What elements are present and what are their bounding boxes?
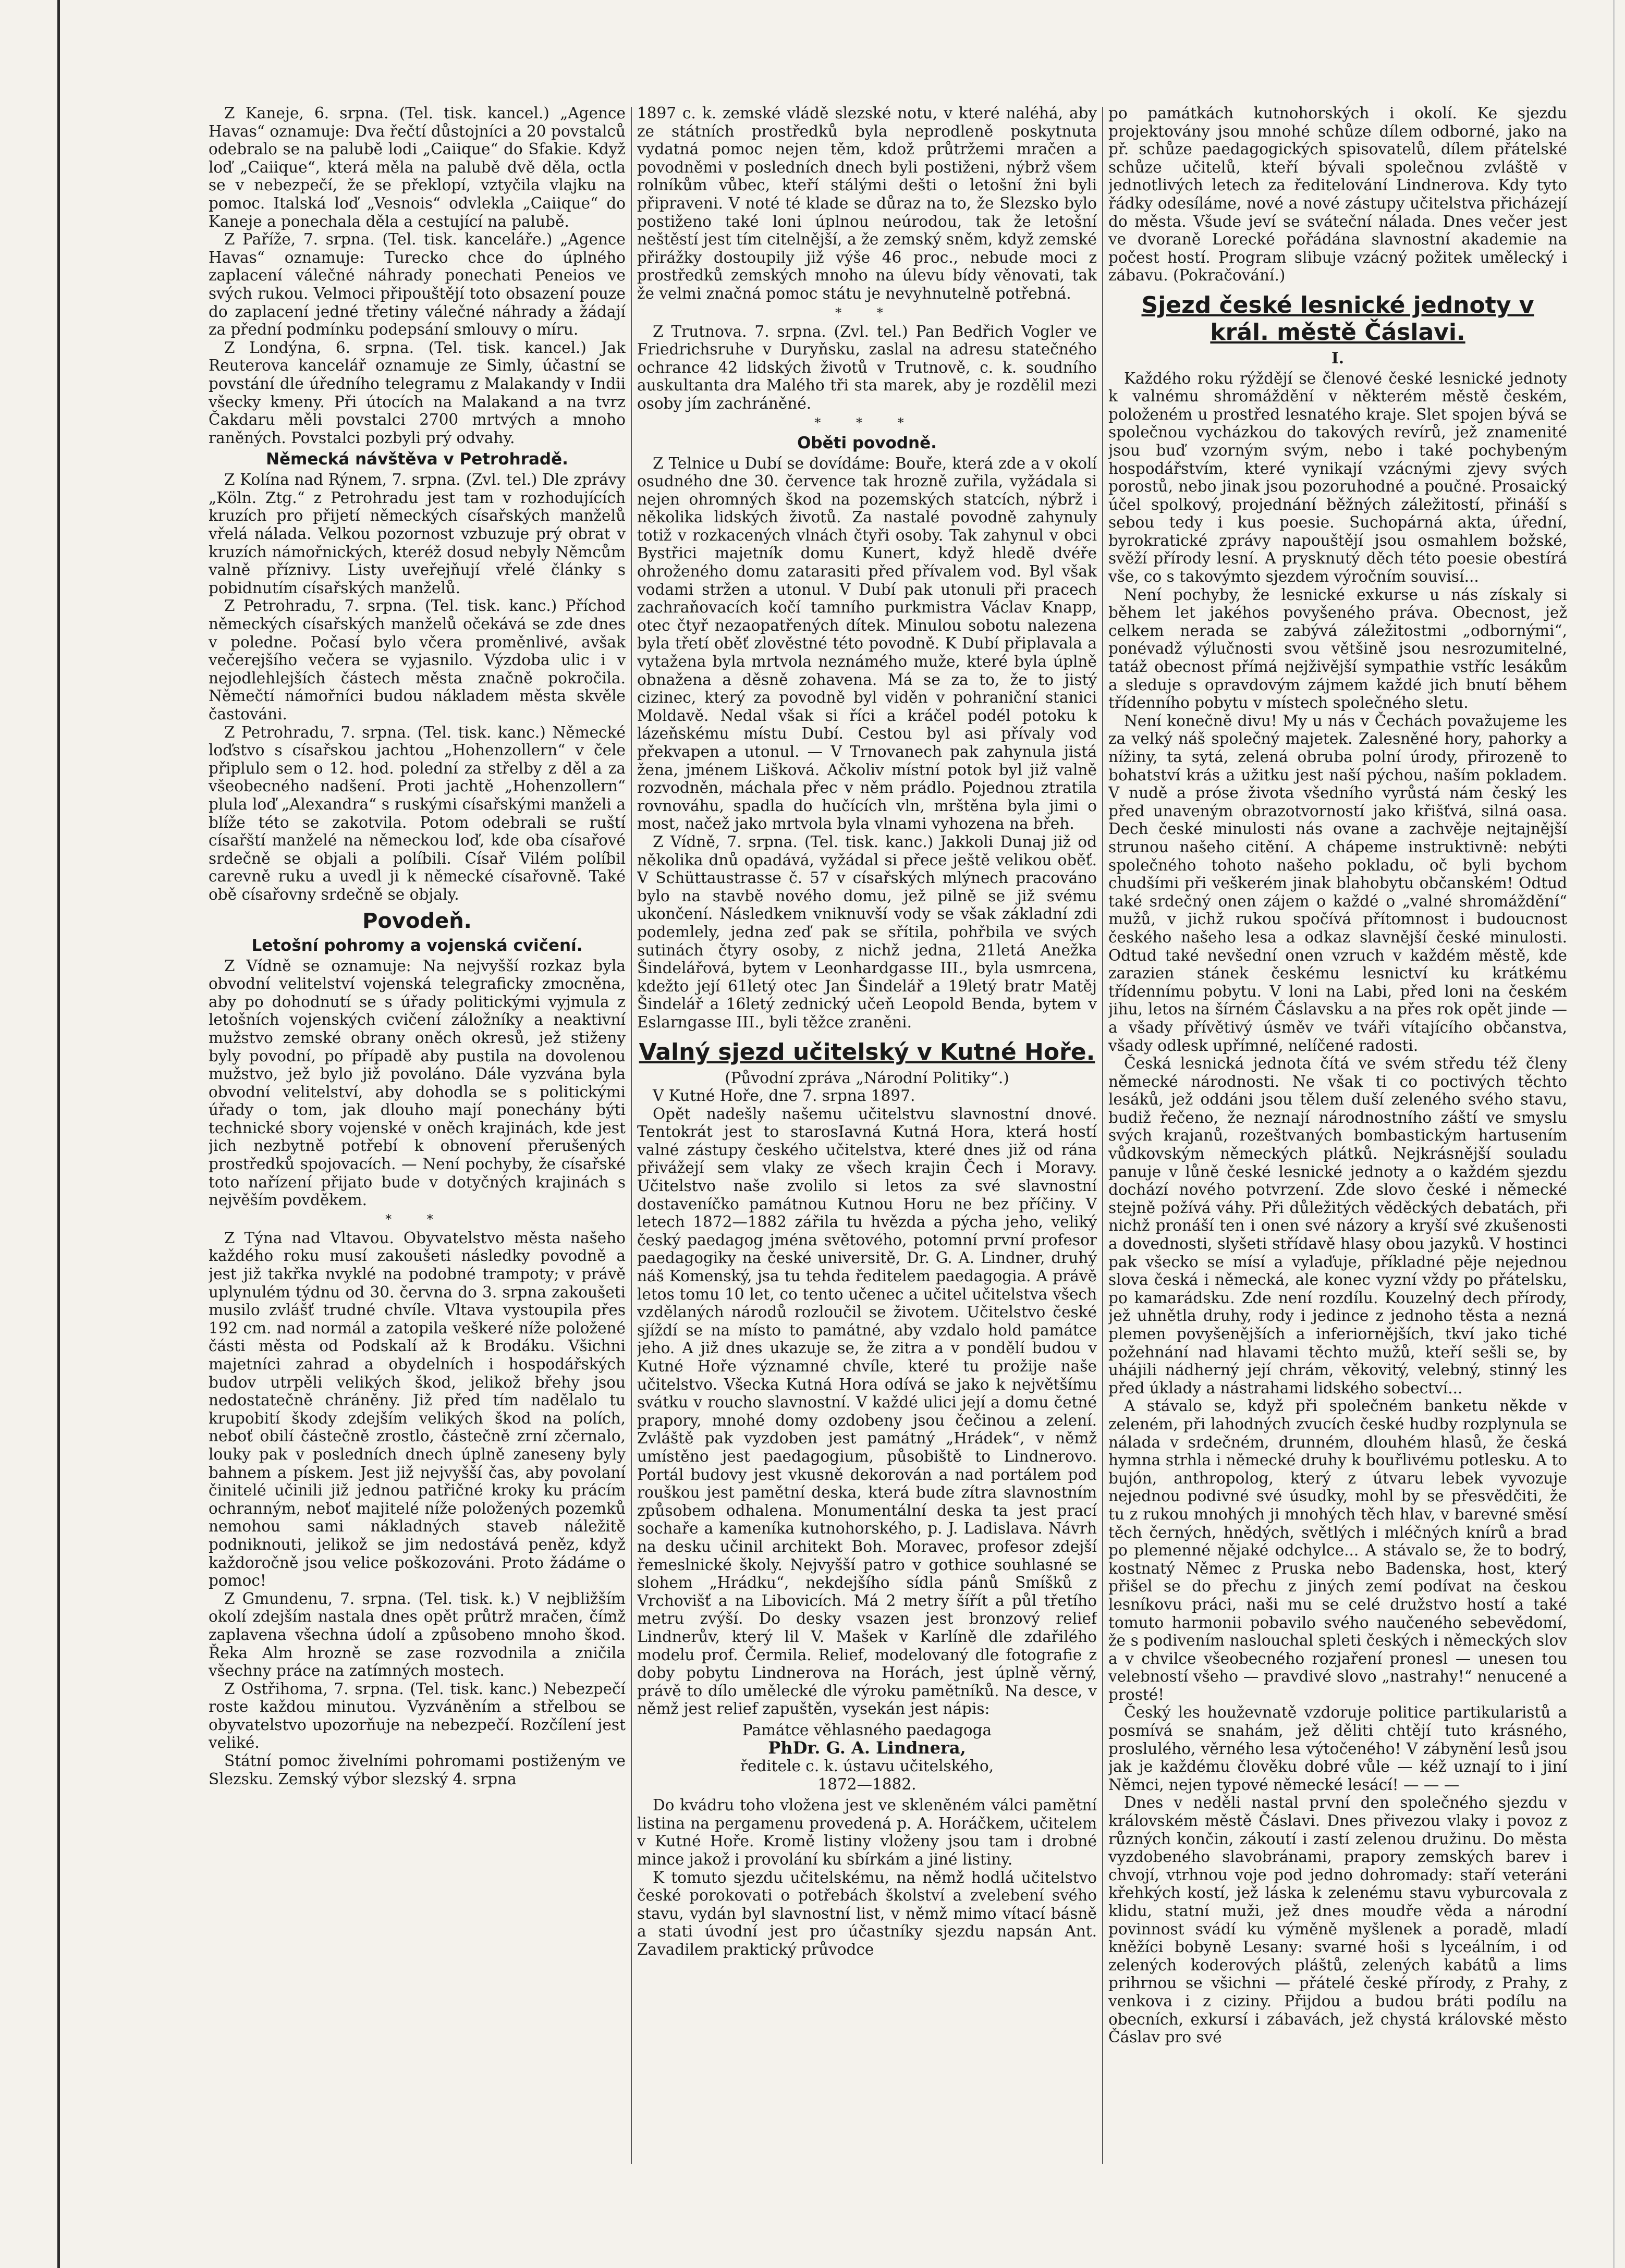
news-item-koln: Z Kolína nad Rýnem, 7. srpna. (Zvl. tel.) Dle zprávy „Köln. Ztg.“ z Petrohradu jest tam v rozhodujících kruzích pro přijetí německých císařských manželů vřelá nálada. Velkou pozornost vzbuzuje prý obrat v kruzích námořnických, kteréž dosud nebyly Němcům valně příznivy. Listy uveřejňují vřelé články s pobidnutím císařských manželů. — [209, 471, 626, 597]
article-title-teachers-congress: Valný sjezd učitelský v Kutné Hoře. — [639, 1038, 1095, 1065]
article-paragraph-cont: po památkách kutnohorských i okolí. Ke sjezdu projektovány jsou mnohé schůze dílem odborné, jako na př. schůze paedagogických spisovatelů, dílem přátelské schůze učitelů, kteří bývali společnou zvláště v jednotlivých letech za ředitelování Lindnerova. Kdy tyto řádky odesíláme, nové a nové zástupy učitelstva přicházejí do města. Všude jeví se sváteční nálada. Dnes večer jest ve dvoraně Lorecké pořádána slavnostní akademie na počest hostí. Program slibuje vzácný požitek umělecký i zábavu. (Pokračování.) — [1108, 104, 1567, 285]
separator-stars: * * — [385, 1211, 449, 1227]
part-number: I. — [1331, 348, 1345, 367]
plaque-inscription — [637, 1721, 1097, 1793]
section-heading-german-visit: Německá návštěva v Petrohradě. — [266, 450, 568, 469]
news-item-state-aid-cont: 1897 c. k. zemské vládě slezské notu, v které naléhá, aby ze státních prostředků byla neprodleně poskytnuta vydatná pomoc nejen těm, kdož průtržemi mračen a povodněmi v posledních dnech byli postiženi, nýbrž všem rolníkům vůbec, kteří stálými dešti o letošní žni byli připraveni. V noté té klade se důraz na to, že Slezsko bylo postiženo také loni úplnou neúrodou, tak že letošní neštěstí jest tím citelnější, a že zemský sněm, když zemské přirážky dostoupily již výše 46 proc., nebude moci z prostředků zemských mnoho na úlevu bídy věnovati, tak že velmi značná pomoc státu je nevyhnutelně potřebná. — [637, 104, 1097, 302]
news-item-parize: Z Paříže, 7. srpna. (Tel. tisk. kanceláře.) „Agence Havas“ oznamuje: Turecko chce do úplného zaplacení válečné náhrady ponechati Peneios ve svých rukou. Velmoci připouštějí toto obsazení pouze do zaplacení jedné třetiny válečné náhrady a žádají za přední podmínku podepsání smlouvy o míru. — [209, 230, 626, 339]
article-paragraph: Není konečně divu! My u nás v Čechách považujeme les za velký náš společný majetek. Zalesněné hory, pahorky a nížiny, ta sytá, zelená obruba polní úrody, přirozeně to bohatství krás a užitku jest naší pýchou, naším pokladem. V nudě a próse života všedního vyrůstá nám český les před unaveným obrazotvorností jako křišťvá, silná oasa. Dech české minulosti nás ovane a zachvěje nejtajnější strunou našeho citění. A chápeme instruktivně: nebýti společného tohoto našeho pokladu, oč byli bychom chudšími při veškerém jinak blahobytu občanském! Odtud také srdečný onen zájem o každé o „valné shromáždění“ mužů, v jichž rukou spočívá přítomnost i budoucnost českého našeho lesa a odkaz slavnější české minulosti. Odtud také nevšední onen vzruch v každém městě, kde zarazien stánek českému lesnictví ku krátkému třídennímu pobytu. V loni na Labi, před loni na českém jihu, letos na šírném Čáslavsku a na přes rok opět jinde — a všady přívětivý úsměv ve tváři vítajícího občanstva, všady odlesk upřímné, nelíčené radosti. — [1108, 712, 1567, 1055]
article-paragraph: Český les houževnatě vzdoruje politice partikularistů a posmívá se snahám, jež děliti chtějí tuto krásného, proslulého, věrného lesa výtočeného! V zábynění lesů jsou jak je každému člověku dobré vůle — kéž uznají to i jiní Němci, nejen typové německé lesácí! — — — — [1108, 1703, 1567, 1794]
article-paragraph: Každého roku rýždějí se členové české lesnické jednoty k valnému shromáždění v některém městě českém, položeném u prostřed lesnatého kraje. Slet spojen bývá se společnou vycházkou do takových revírů, jež znamenité jsou buď vzorným svým, nebo i také pochybeným hospodářstvím, které vynikají vzácnými zjevy svých porostů, nebo jinak jsou pozoruhodné a poučné. Prosaický účel spolkový, projednání běžných záležitostí, přináší s sebou tedy i kus poesie. Suchopárná akta, úřední, byrokratické zprávy napouštějí jsou osmahlem božské, svěží přírody lesní. A prysknutý děch této poesie obestírá vše, co s takovýmto sjezdem výročním souvisí... — [1108, 369, 1567, 586]
news-item-kaneje: Z Kaneje, 6. srpna. (Tel. tisk. kancel.) „Agence Havas“ oznamuje: Dva řečtí důstojníci a 20 povstalců odebralo se na palubě lodi „Caiique“ do Sfakie. Když loď „Caiique“, která měla na palubě dvě děla, octla se v nebezpečí, že se překlopí, vztyčila vlajku na pomoc. Italská loď „Vesnois“ odvlekla „Caiique“ do Kaneje a ponechala děla a cestující na palubě. — [209, 104, 626, 230]
news-item-trutnov: Z Trutnova. 7. srpna. (Zvl. tel.) Pan Bedřich Vogler ve Friedrichsruhe v Duryňsku, zaslal na adresu statečného ochrance 42 lidských životů v Trutnově, c. k. soudního auskultanta dra Malého tři sta marek, aby je rozdělil mezi osoby jím zachráněné. — [637, 322, 1097, 412]
separator-stars: * * — [835, 305, 899, 320]
column-1 — [209, 104, 626, 2190]
news-item-petrohrad-1: Z Petrohradu, 7. srpna. (Tel. tisk. kanc.) Příchod německých císařských manželů očekává se zde dnes v poledne. Počasí bylo včera proměnlivé, avšak večerejšího večera se vyjasnilo. Výzdoba ulic i v nejodlehlejších částech města značně pokročila. Němečtí námořníci budou nákladem města skvěle častováni. — [209, 597, 626, 723]
article-paragraph: K tomuto sjezdu učitelskému, na němž hodlá učitelstvo české porokovati o potřebách školství a zvelebení svého stavu, vydán byl slavnostní list, v němž mimo vítací básně a stati úvodní jest pro účastníky sjezdu napsán Ant. Zavadilem praktický průvodce — [637, 1868, 1097, 1958]
article-paragraph: A stávalo se, když při společném banketu někde v zeleném, při lahodných zvucích české hudby rozplynula se nálada v srdečném, drunném, dlouhém hlasů, že česká hymna strhla i německé druhy k bouřlivému potlesku. A to bujón, anthropolog, který z útvaru lebek vyvozuje nejednou podivné své úsudky, mohl by se přesvědčiti, že tu z rukou mnohých ji mnohých těch hlav, v barevné směsí těch černých, hnědých, světlých i mléčných knírů a brad po plemenné nějaké odchylce... A stávalo se, že to bodrý, kostnatý Němec z Pruska nebo Badenska, host, který přišel se do přechu z jiných zemí podívat na českou lesníkovu práci, naši mu se celé družstvo hostí a také tomuto harmonii pobavilo svého naučeného sebevědomí, že s podivením naslouchal spleti českých i německých slov a v chvilce všeobecného rozjaření pronesl — unesen tou velebností všeho — pravdivé slovo „nastrahy!“ nenucené a prosté! — [1108, 1397, 1567, 1703]
column-2 — [637, 104, 1097, 2190]
news-item-londyna: Z Londýna, 6. srpna. (Tel. tisk. kancel.) Jak Reuterova kancelář oznamuje ze Simly, účastní se povstání dle úředního telegramu z Malakandy v Indii všecky kmeny. Při útocích na Malakand a na tvrz Čakdaru měli povstalci 2700 mrtvých a mnoho raněných. Povstalci pozbyli prý odvahy. — [209, 338, 626, 447]
column-3 — [1108, 104, 1567, 2190]
article-dateline: V Kutné Hoře, dne 7. srpna 1897. — [653, 1087, 915, 1105]
news-item-state-aid: Státní pomoc živelními pohromami postiženým ve Slezsku. Zemský výbor slezský 4. srpna — [209, 1752, 626, 1788]
news-item-gmunden: Z Gmundenu, 7. srpna. (Tel. tisk. k.) V nejbližším okolí zdejším nastala dnes opět průtrž mračen, čímž zaplavena všechna údolí a způsobeno mnoho škod. Řeka Alm hrozně se zase rozvodnila a zničila všechny práce na zatímných mostech. — [209, 1589, 626, 1680]
news-item-tyn: Z Týna nad Vltavou. Obyvatelstvo města našeho každého roku musí zakoušeti následky povodně a jest již takřka nvyklé na podobné trampoty; v právě uplynulém týdnu od 30. června do 3. srpna zakoušeti musilo zvlášť trudné chvíle. Vltava vystoupila přes 192 cm. nad normál a zatopila veškeré níže položené části města od Podskalí až k Brodáku. Všichni majetníci zahrad a obydelních i hospodářských budov utrpěli velikých škod, jelikož břehy jsou nedostatečně chráněny. Již před tím nadělalo tu krupobití škody zdejším velikých škod na polích, neboť obilí částečně zrostlo, částečně zrní zčernalo, louky pak v posledních dnech úplně zaneseny byly bahnem a pískem. Jest již nejvyšší čas, aby povolaní činitelé učinili již jednou patřičné kroky ku prácím ochranným, neboť majitelé níže položených pozemků nemohou sami nákladných staveb náležitě podniknouti, jelikož se jim nedostává peněz, když každoročně jsou velice poškozováni. Proto žádáme o pomoc! — [209, 1229, 626, 1590]
article-paragraph: Dnes v neděli nastal první den společného sjezdu v královském městě Čáslavi. Dnes přivezou vlaky i povoz z různých končin, zákoutí i zastí zelenou družinu. Do města vyzdobeného slavobránami, prapory zemských barev i chvojí, vtrhnou voje pod jedno dohromady: staří veteráni křehkých kostí, jež láska k zelenému stavu vyburcovala z klidu, statní muži, jež dnes moudře věda a národní povinnost svádí ku výměně myšlenek a poradě, mladí kněžíci bobyně Lesany: svarné hoši s lyceálním, i od zelených koderových pláštů, zelených kabátů a lims prihrnou se všichni — přátelé české přírody, z Prahy, z venkova i z ciziny. Přijdou a budou bráti podílu na obecních, exkursí i zábavách, jež chystá královské město Čáslav pro své — [1108, 1794, 1567, 2046]
plaque-line: ředitele c. k. ústavu učitelského, — [740, 1757, 994, 1775]
news-item-telnice: Z Telnice u Dubí se dovídáme: Bouře, která zde a v okolí osudného dne 30. července tak hrozně zuřila, vyžádala si nejen ohromných škod na pozemských statcích, nýbrž i několika lidských životů. Za nastalé povodně zahynuly totiž v rozkacených vlnách čtyři osoby. Tak zahynul v obci Bystřici majetník domu Kunert, když hledě dvéře ohroženého domu zatarasiti před přívalem vod. Byl však vodami stržen a utonul. V Dubí pak utonuli při pracech zachraňovacích kočí tamního purkmistra Václav Knapp, otec čtyř nezaopatřených dítek. Minulou sobotu nalezena byla třetí oběť zlověstné této povodně. K Dubí připlavala a vytažena byla mrtvola neznámého muže, které byla úplně obnažena a děsně zohavena. Má se za to, že to jistý cizinec, který za povodně byl viděn v pohraniční stanici Moldavě. Nedal však si říci a kráčel podél potoku k lázeňskému místu Dubí. Cestou byl asi přívaly vod překvapen a utonul. — V Trnovanech pak zahynula jistá žena, jménem Lišková. Ačkoliv místní potok byl již valně rozvodněn, máchala přec v něm prádlo. Pojednou ztratila rovnováhu, spadla do hučících vln, mrštěna byla jimi o most, načež jako mrtvola byla vlnami vyhozena na břeh. — [637, 454, 1097, 833]
article-paragraph: Opět nadešly našemu učitelstvu slavnostní dnové. Tentokrát jest to starosIavná Kutná Hora, která hostí valné zástupy českého učitelstva, které dnes již od rána přivážejí sem vlaky ze všech krajin Čech i Moravy. Učitelstvo naše zvolilo si letos za své slavnostní dostaveníčko památnou Kutnou Horu ne bez příčiny. V letech 1872—1882 zářila tu hvězda a pýcha jeho, veliký český paedagog jména světového, potomní první profesor paedagogiky na české universitě, Dr. G. A. Lindner, druhý náš Komenský, jsa tu tehda ředitelem paedagogia. A právě letos tomu 10 let, co tento učenec a učitel učitelstva všech vzdělaných národů rozloučil se životem. Učitelstvo české sjíždí se na místo to památné, aby vzdalo hold památce jeho. A již dnes ukazuje se, že zitra a v pondělí budou v Kutné Hoře významné chvíle, které tu prožije naše učitelstvo. Všecka Kutná Hora odívá se jako k největšímu svátku v roucho slavnostní. V každé ulici její a domu četné prapory, mnohé domy ozdobeny jsou čečinou a zelení. Zvláště pak vyzdoben jest památný „Hrádek“, v němž umístěno jest paedagogium, působiště to Lindnerovo. Portál budovy jest vkusně dekorován a nad portálem pod rouškou jest pamětní deska, která bude zítra slavnostním způsobem odhalena. Monumentální deska ta jest prací sochaře a kameníka kutnohorského, p. J. Ladislava. Návrh na desku učinil architekt Boh. Moravec, profesor zdejší řemeslnické školy. Nejvyšší patro v gothice souhlasné se slohem „Hrádku“, nekdejšího sídla pánů Smíšků z Vrchovišť a na Libovicích. Má 2 metry šířít a půl třetího metru zvýší. Do desky vsazen jest bronzový relief Lindnerův, který lil V. Mašek v Karlíně dle zdařilého modelu prof. Čermila. Relief, modelovaný dle fotografie z doby pobytu Lindnerova na Horách, jest úplně věrný, právě to dílo umělecké dle výroku pamětníků. Na desce, v němž jest relief zapuštěn, vysekán jest nápis: — [637, 1105, 1097, 1718]
article-paragraph: Česká lesnická jednota čítá ve svém středu též členy německé národnosti. Ne však ti co poctivých těchto lesáků, jež oddáni jsou tělem duší zeleného svého stavu, budiž řečeno, že neznají národnostního záští ve smyslu svých krajanů, rozeštvaných bombastickým hartusením vůdkovským německých plátků. Nejkrásnější souladu panuje v lůně české lesnické jednoty a o každém sjezdu dochází nového potvrzení. Zde slovo české i německé stejně požívá váhy. Při důležitých věděckých debatách, při nichž pronáší ten i onen své názory a kryší své zkušenosti a dovednosti, slyšeti střídavě hlasy obou jazyků. V hostinci pak všecko se mísí a vylaďuje, příkladné pěje nejednou slova česká i německá, ale konec vyzní vždy po přátelsku, po kamarádsku. Zde není rozdílu. Kouzelný dech přírody, jež uhnětla druhy, rody i jedince z jednoho těsta a nezná plemen povyšenějších a inferiornějších, tkví jako tiché požehnání nad hlavami těchto mužů, kteří sešli se, by uhájili nádherný její chrám, věkovitý, velebný, stinný les před úklady a nástrahami lidského sobectví... — [1108, 1055, 1567, 1397]
news-item-vienna-order: Z Vídně se oznamuje: Na nejvyšší rozkaz byla obvodní velitelství vojenská telegraficky zmocněna, aby po dohodnutí se s úřady politickými vyjmula z letošních vojenských cvičení záložníky a neaktivní mužstvo zemské obrany oněch okresů, jež stiženy byly povodní, po případě aby pustila na dovolenou mužstvo, jež bylo již povoláno. Dále vyzvána byla obvodní velitelství, aby dohodla se s politickými úřady o tom, jak dlouho mají ponechány býti technické sbory vojenské v oněch krajinách, kde jest jich nezbytně potřebí k obnovení přerušených prostředků spojovacích. — Není pochyby, že císařské toto nařízení přijato bude v dotyčných krajinách s nejvěším povděkem. — [209, 957, 626, 1209]
page-binding-edge — [57, 0, 60, 2268]
news-item-vienna-collapse: Z Vídně, 7. srpna. (Tel. tisk. kanc.) Jakkoli Dunaj již od několika dnů opadává, vyžádal si přece ještě velikou oběť. V Schüttaustrasse č. 57 v císařských mlýnech pracováno bylo na stavbě nového domu, jež pilně se již svému ukončení. Následkem vniknuvší vody se však základní zdi podemlely, jedna zeď pak se sřítila, pohřbila ve svých sutinách čtyry osoby, z nichž jedna, 21letá Anežka Šindelářová, bytem v Leonhardgasse III., byla usmrcena, kdežto její 61letý otec Jan Šindelář a 19letý bratr Matěj Šindelář a 16letý zednický učeň Leopold Benda, bytem v Eslarngasse III., byli těžce zraněni. — [637, 832, 1097, 1031]
subheading-military-exercises: Letošní pohromy a vojenská cvičení. — [251, 936, 583, 955]
article-paragraph: Není pochyby, že lesnické exkurse u nás získaly si během let jakéhos povyšeného práva. Obecnost, jež celkem nerada se zabývá záležitostmi „odbornými“, ponévadž výlučnosti svou většině jsou nesrozumitelné, tatáž obecnost přímá nejživější sympathie vstříc lesákům a sleduje s opravdovým zájmem každé jich bnutí během třídenního pobytu v místech společného sletu. — [1108, 585, 1567, 712]
section-heading-flood-victims: Oběti povodně. — [797, 433, 937, 452]
page-right-edge — [1613, 0, 1615, 2268]
news-item-ostrihom: Z Ostřihoma, 7. srpna. (Tel. tisk. kanc.) Nebezpečí roste každou minutou. Vyzváněním a střelbou se obyvatelstvo upozorňuje na nebezpečí. Rozčílení jest veliké. — [209, 1679, 626, 1752]
plaque-years: 1872—1882. — [817, 1775, 917, 1793]
separator-stars: * * * — [814, 415, 920, 430]
column-divider — [631, 107, 632, 2164]
news-item-petrohrad-2: Z Petrohradu, 7. srpna. (Tel. tisk. kanc.) Německé loďstvo s císařskou jachtou „Hohenzollern“ v čele připlulo sem o 12. hod. polední za střelby z děl a za všeobecného nadšení. Proti jachtě „Hohenzollern“ plula loď „Alexandra“ s ruskými císařskými manželi a blíže této se zakotvila. Potom odebrali se ruští císařští manželé na německou loď, kde oba císařové srdečně se objali a políbili. Císař Vilém políbil carevně ruku a uvedl ji k německé císařovně. Také obě císařovny srdečně se objaly. — [209, 723, 626, 903]
article-title-forestry-congress: Sjezd české lesnické jednoty v král. městě Čáslavi. — [1141, 291, 1534, 346]
column-divider — [1102, 107, 1103, 2164]
plaque-name: PhDr. G. A. Lindnera, — [768, 1738, 966, 1758]
section-heading-flood: Povodeň. — [362, 909, 472, 933]
plaque-line: Památce věhlasného paedagoga — [742, 1721, 992, 1739]
article-source: (Původní zpráva „Národní Politiky“.) — [725, 1069, 1009, 1087]
article-paragraph: Do kvádru toho vložena jest ve skleněném válci pamětní listina na pergamenu provedená p. A. Horáčkem, učitelem v Kutné Hoře. Kromě listiny vloženy jsou tam i drobné mince jakož i provolání ku sbírkám a jiné listiny. — [637, 1796, 1097, 1869]
